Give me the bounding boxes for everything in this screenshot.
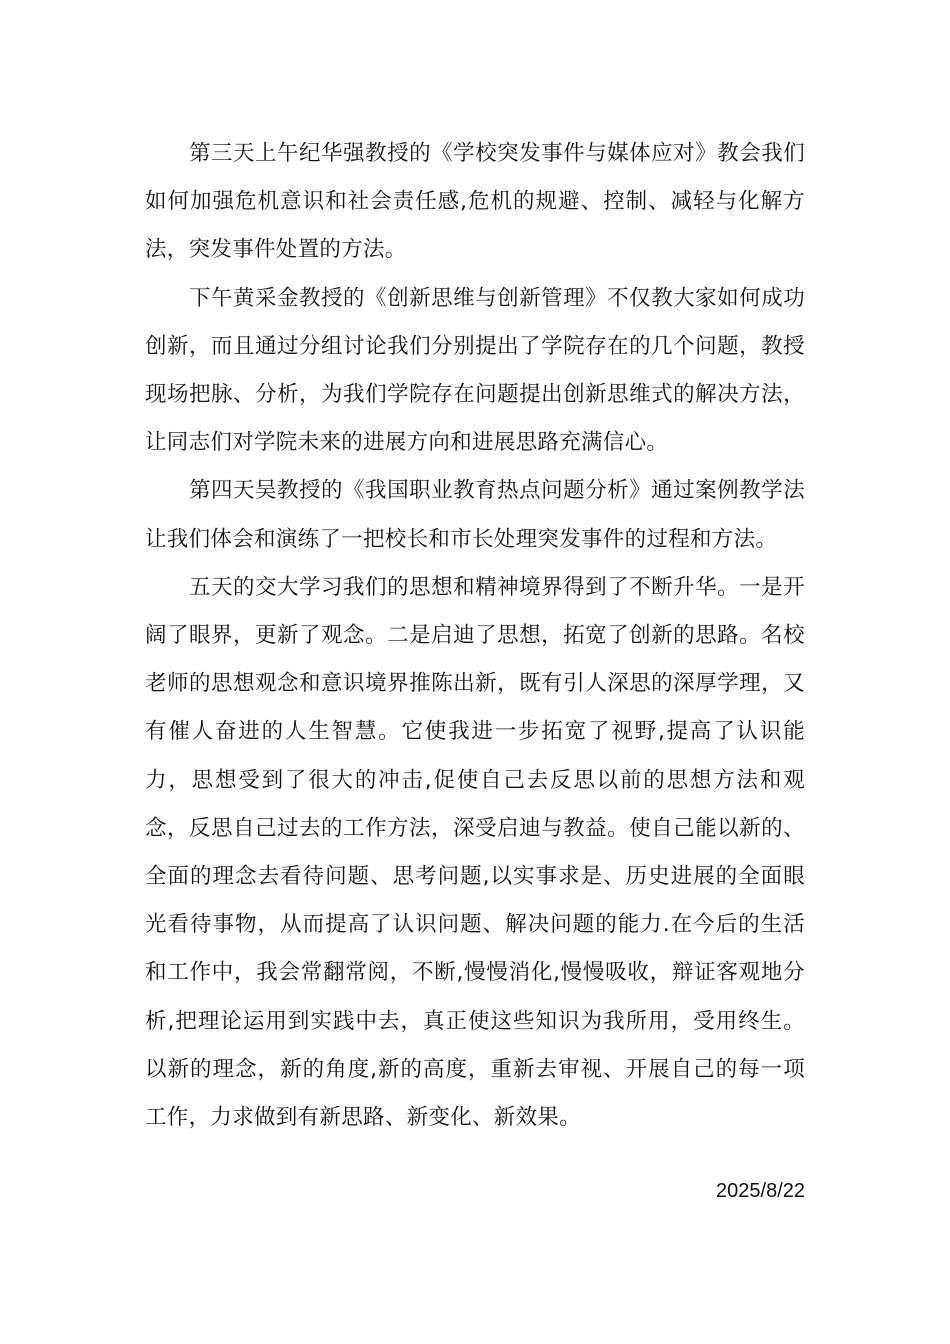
paragraph-afternoon: 下午黄采金教授的《创新思维与创新管理》不仅教大家如何成功创新，而且通过分组讨论我们分别提出了学院存在的几个问题，教授现场把脉、分析，为我们学院存在问题提出创新思维式的解决方法，让同志们对学院未来的进展方向和进展思路充满信心。	[145, 285, 805, 456]
paragraph-day4: 第四天吴教授的《我国职业教育热点问题分析》通过案例教学法让我们体会和演练了一把校长和市长处理突发事件的过程和方法。	[145, 478, 805, 552]
paragraph-summary: 五天的交大学习我们的思想和精神境界得到了不断升华。一是开阔了眼界，更新了观念。二是启迪了思想，拓宽了创新的思路。名校老师的思想观念和意识境界推陈出新，既有引人深思的深厚学理，又有催人奋进的人生智慧。它使我进一步拓宽了视野,提高了认识能力，思想受到了很大的冲击,促使自己去反思以前的思想方法和观念，反思自己过去的工作方法，深受启迪与教益。使自己能以新的、全面的理念去看待问题、思考问题,以实事求是、历史进展的全面眼光看待事物，从而提高了认识问题、解决问题的能力.在今后的生活和工作中，我会常翻常阅，不断,慢慢消化,慢慢吸收，辩证客观地分析,把理论运用到实践中去，真正使这些知识为我所用，受用终生。以新的理念，新的角度,新的高度，重新去审视、开展自己的每一项工作，力求做到有新思路、新变化、新效果。	[145, 574, 805, 1131]
document-body	[145, 130, 805, 1142]
document-date: 2025/8/22	[716, 1180, 805, 1202]
paragraph-day3: 第三天上午纪华强教授的《学校突发事件与媒体应对》教会我们如何加强危机意识和社会责任感,危机的规避、控制、减轻与化解方法，突发事件处置的方法。	[145, 141, 805, 263]
